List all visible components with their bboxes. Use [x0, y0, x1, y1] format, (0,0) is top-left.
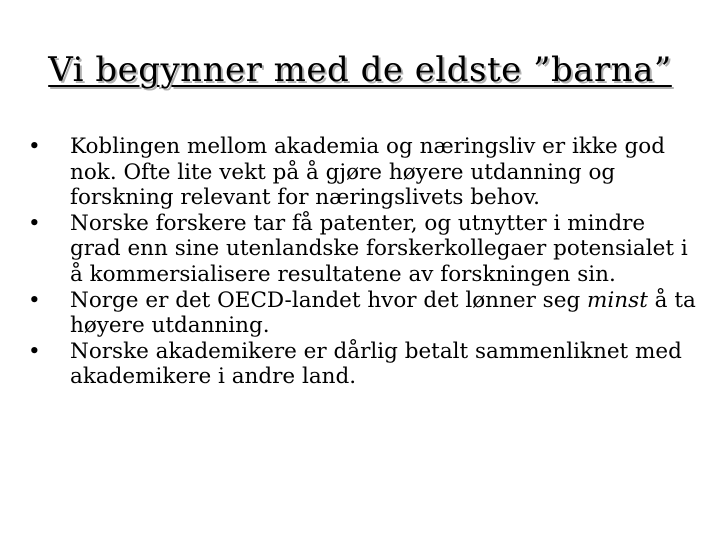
bullet-item [28, 339, 698, 390]
bullet-marker: • [28, 134, 41, 159]
bullet-text-emphasis: minst [587, 287, 648, 313]
bullet-text: Norske forskere tar få patenter, og utnytter i mindre grad enn sine utenlandske forskerkollegaer potensialet i å kommersialisere resultatene av forskningen sin. [70, 210, 688, 287]
bullet-item [28, 211, 698, 288]
bullet-list [28, 134, 698, 390]
bullet-text-before-emphasis: Norge er det OECD-landet hvor det lønner seg [70, 287, 588, 313]
bullet-item [28, 288, 698, 339]
bullet-text: Koblingen mellom akademia og næringsliv er ikke god nok. Ofte lite vekt på å gjøre høyere utdanning og forskning relevant for næringslivets behov. [70, 134, 665, 211]
slide-title: Vi begynner med de eldste ”barna” [48, 50, 672, 90]
bullet-item [28, 134, 698, 211]
bullet-marker: • [28, 287, 41, 313]
bullet-text: Norske akademikere er dårlig betalt sammenliknet med akademikere i andre land. [70, 338, 682, 390]
bullet-marker: • [28, 210, 41, 236]
bullet-text [70, 288, 696, 339]
bullet-marker: • [28, 338, 41, 364]
bullet-text-after-emphasis: å ta høyere utdanning. [70, 287, 696, 339]
